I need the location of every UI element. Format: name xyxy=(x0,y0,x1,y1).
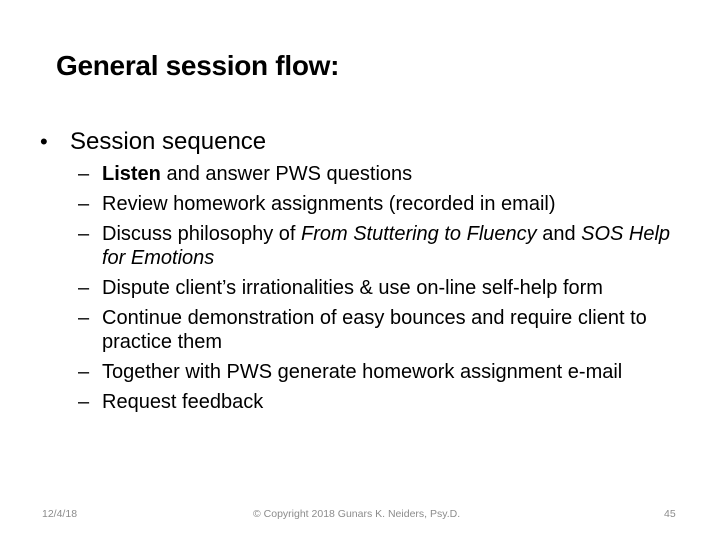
slide-content xyxy=(40,126,690,420)
bullet-dot-icon: • xyxy=(40,129,48,154)
sub-bullet-item xyxy=(78,162,690,186)
sub-bullet-item xyxy=(78,390,690,414)
dash-icon: – xyxy=(78,307,90,329)
slide-title: General session flow: xyxy=(56,50,340,81)
sub-bullet-text: Together with PWS generate homework assignment e-mail xyxy=(102,361,623,383)
dash-icon: – xyxy=(78,391,90,413)
sub-bullet-text: Request feedback xyxy=(102,391,264,413)
dash-icon: – xyxy=(78,193,90,215)
sub-bullet-item xyxy=(78,192,690,216)
emphasis-text: Listen xyxy=(102,163,161,185)
sub-bullet-text-rest: and answer PWS questions xyxy=(160,163,413,185)
footer-date: 12/4/18 xyxy=(42,508,78,520)
sub-bullet-text: Continue demonstration of easy bounces and require client to practice them xyxy=(102,307,647,353)
sub-bullet-list xyxy=(78,162,690,414)
dash-icon: – xyxy=(78,223,90,245)
sub-bullet-item xyxy=(78,360,690,384)
footer-copyright: © Copyright 2018 Gunars K. Neiders, Psy.D. xyxy=(253,508,461,520)
dash-icon: – xyxy=(78,277,90,299)
dash-icon: – xyxy=(78,361,90,383)
footer-page-number: 45 xyxy=(664,508,676,520)
book-title-text: From Stuttering to Fluency xyxy=(300,223,537,245)
main-bullet xyxy=(40,126,690,158)
main-bullet-text: Session sequence xyxy=(70,128,267,155)
sub-bullet-text xyxy=(102,222,690,270)
sub-bullet-text: Review homework assignments (recorded in email) xyxy=(102,193,556,215)
sub-bullet-item xyxy=(78,306,690,354)
book-title-text: SOS Help for Emotions xyxy=(102,223,671,269)
sub-bullet-item xyxy=(78,222,690,270)
sub-bullet-text-pre: Discuss philosophy of xyxy=(102,223,301,245)
sub-bullet-text-mid: and xyxy=(536,223,582,245)
dash-icon: – xyxy=(78,163,90,185)
sub-bullet-text: Dispute client’s irrationalities & use on-line self-help form xyxy=(102,277,603,299)
sub-bullet-item xyxy=(78,276,690,300)
sub-bullet-text xyxy=(102,162,690,186)
